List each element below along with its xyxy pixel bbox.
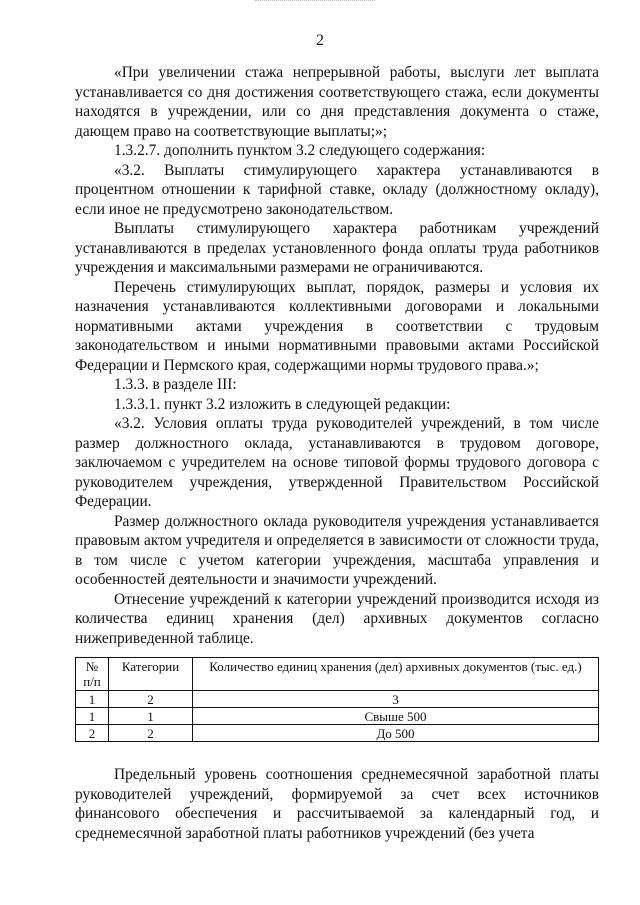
page-number: 2 xyxy=(316,32,324,49)
table-cell: Свыше 500 xyxy=(193,708,599,725)
table-cell: 1 xyxy=(76,691,109,708)
paragraph: Размер должностного оклада руководителя учреждения устанавливается правовым актом учредителя и определяется в зависимости от сложности труда, в том числе с учетом категории учреждения, масштаба управления и особенностей деятельности и значимости учреждений. xyxy=(75,512,599,588)
table-cell: 2 xyxy=(109,691,193,708)
closing-text xyxy=(75,765,599,843)
header-storage-units: Количество единиц хранения (дел) архивных документов (тыс. ед.) xyxy=(193,658,599,691)
paragraph: Предельный уровень соотношения среднемесячной заработной платы руководителей учреждений, формируемой за счет всех источников финансового обеспечения и рассчитываемой за календарный год, и среднемесячной заработной платы работников учреждений (без учета xyxy=(75,766,599,842)
paragraph: «3.2. Выплаты стимулирующего характера устанавливаются в процентном отношении к тарифной ставке, окладу (должностному окладу), если иное не предусмотрено законодательством. xyxy=(75,161,599,218)
scan-artifact xyxy=(255,0,375,3)
paragraph: 1.3.2.7. дополнить пунктом 3.2 следующего содержания: xyxy=(114,142,486,159)
paragraph: «При увеличении стажа непрерывной работы, выслуги лет выплата устанавливается со дня достижения соответствующего стажа, если документы находятся в учреждении, или со дня представления документа о стаже, дающем право на соответствующие выплаты;»; xyxy=(75,64,599,140)
table-row xyxy=(76,708,599,725)
paragraph: 1.3.3.1. пункт 3.2 изложить в следующей редакции: xyxy=(114,395,451,413)
header-category: Категории xyxy=(109,658,193,691)
paragraph: Выплаты стимулирующего характера работникам учреждений устанавливаются в пределах установленного фонда оплаты труда работников учреждения и максимальными размерами не ограничиваются. xyxy=(75,220,599,276)
table-cell: До 500 xyxy=(193,725,599,742)
table-header-row xyxy=(76,658,599,691)
table-row xyxy=(76,725,599,742)
paragraph: «3.2. Условия оплаты труда руководителей учреждений, в том числе размер должностного оклада, устанавливаются в трудовом договоре, заключаемом с учредителем на основе типовой формы трудового договора с руководителем учреждения, утвержденной Правительством Российской Федерации. xyxy=(75,415,599,510)
paragraph: Отнесение учреждений к категории учреждений производится исходя из количества единиц хранения (дел) архивных документов согласно нижеприведенной таблице. xyxy=(75,590,599,647)
archive-category-table xyxy=(75,657,599,742)
paragraph: Перечень стимулирующих выплат, порядок, размеры и условия их назначения устанавливаются коллективными договорами и локальными нормативными актами учреждения в соответствии с трудовым законодательством и иными нормативными правовыми актами Российской Федерации и Пермского края, содержащими нормы трудового права.»; xyxy=(75,278,599,374)
header-number: № п/п xyxy=(76,658,109,691)
table-row xyxy=(76,691,599,708)
table-cell: 3 xyxy=(193,691,599,708)
table-cell: 1 xyxy=(76,708,109,725)
table-cell: 2 xyxy=(76,725,109,742)
table-cell: 2 xyxy=(109,725,193,742)
table-cell: 1 xyxy=(109,708,193,725)
paragraph: 1.3.3. в разделе III: xyxy=(114,376,237,393)
body-text xyxy=(75,63,599,648)
